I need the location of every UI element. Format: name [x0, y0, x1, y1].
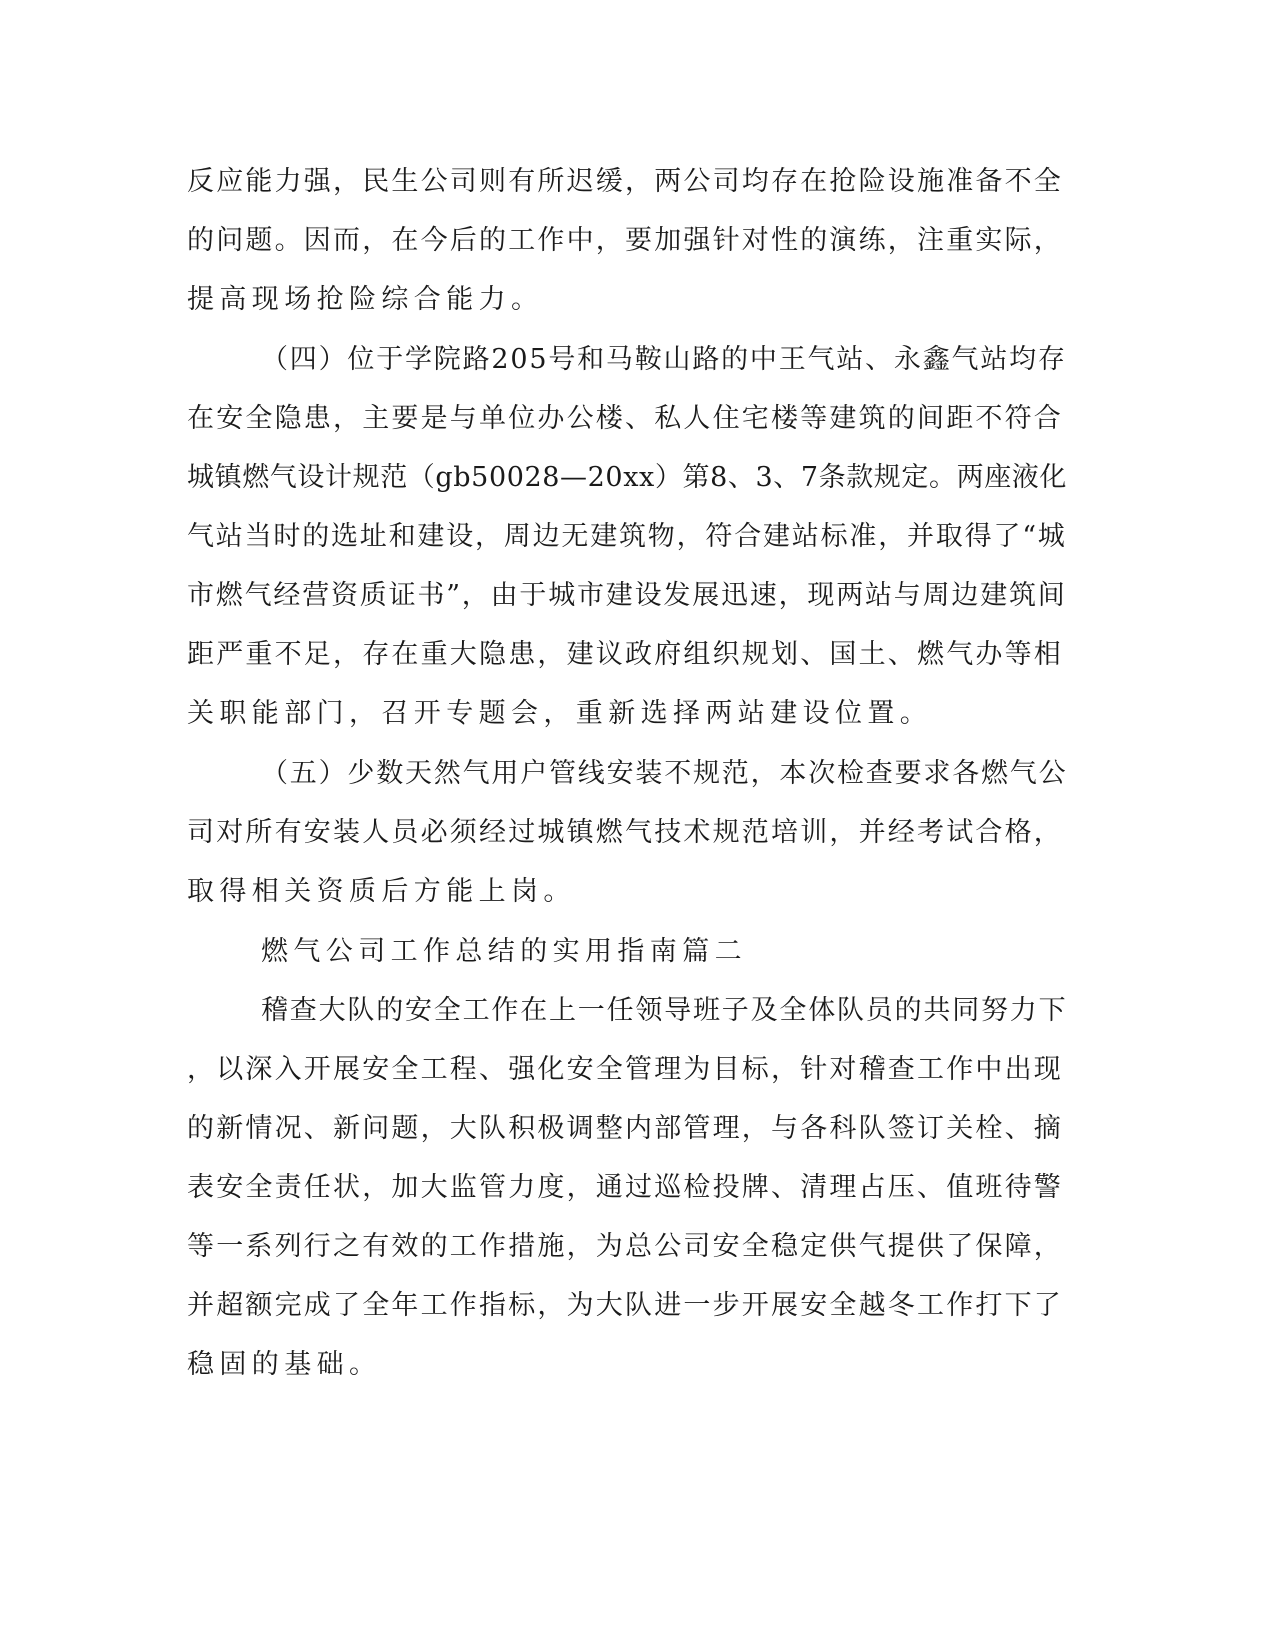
text-line: 气站当时的选址和建设，周边无建筑物，符合建站标准，并取得了“城 — [187, 521, 1067, 552]
paragraph-start: 稽查大队的安全工作在上一任领导班子及全体队员的共同努力下 — [261, 995, 1068, 1026]
section-heading: 燃气公司工作总结的实用指南篇二 — [261, 936, 747, 967]
paragraph-five-start: （五）少数天然气用户管线安装不规范，本次检查要求各燃气公 — [261, 758, 1068, 789]
paragraph-four-start: （四）位于学院路205号和马鞍山路的中王气站、永鑫气站均存 — [261, 344, 1067, 375]
text-line: ，以深入开展安全工程、强化安全管理为目标，针对稽查工作中出现 — [187, 1054, 1063, 1085]
text-line: 市燃气经营资质证书”，由于城市建设发展迅速，现两站与周边建筑间 — [187, 580, 1067, 611]
text-line: 反应能力强，民生公司则有所迟缓，两公司均存在抢险设施准备不全 — [187, 166, 1063, 197]
text-line: 在安全隐患，主要是与单位办公楼、私人住宅楼等建筑的间距不符合 — [187, 403, 1063, 434]
text-line: 城镇燃气设计规范（gb50028—20xx）第8、3、7条款规定。两座液化 — [187, 462, 1068, 493]
text-line: 关职能部门，召开专题会，重新选择两站建设位置。 — [187, 698, 933, 729]
text-line: 取得相关资质后方能上岗。 — [187, 876, 576, 907]
text-line: 的新情况、新问题，大队积极调整内部管理，与各科队签订关栓、摘 — [187, 1113, 1063, 1144]
text-line: 提高现场抢险综合能力。 — [187, 284, 544, 315]
text-line: 司对所有安装人员必须经过城镇燃气技术规范培训，并经考试合格， — [187, 817, 1063, 848]
text-line: 的问题。因而，在今后的工作中，要加强针对性的演练，注重实际， — [187, 225, 1063, 256]
text-line: 表安全责任状，加大监管力度，通过巡检投牌、清理占压、值班待警 — [187, 1172, 1063, 1203]
text-line: 并超额完成了全年工作指标，为大队进一步开展安全越冬工作打下了 — [187, 1290, 1063, 1321]
text-line: 稳固的基础。 — [187, 1349, 382, 1380]
text-line: 距严重不足，存在重大隐患，建议政府组织规划、国土、燃气办等相 — [187, 639, 1063, 670]
text-line: 等一系列行之有效的工作措施，为总公司安全稳定供气提供了保障， — [187, 1231, 1063, 1262]
